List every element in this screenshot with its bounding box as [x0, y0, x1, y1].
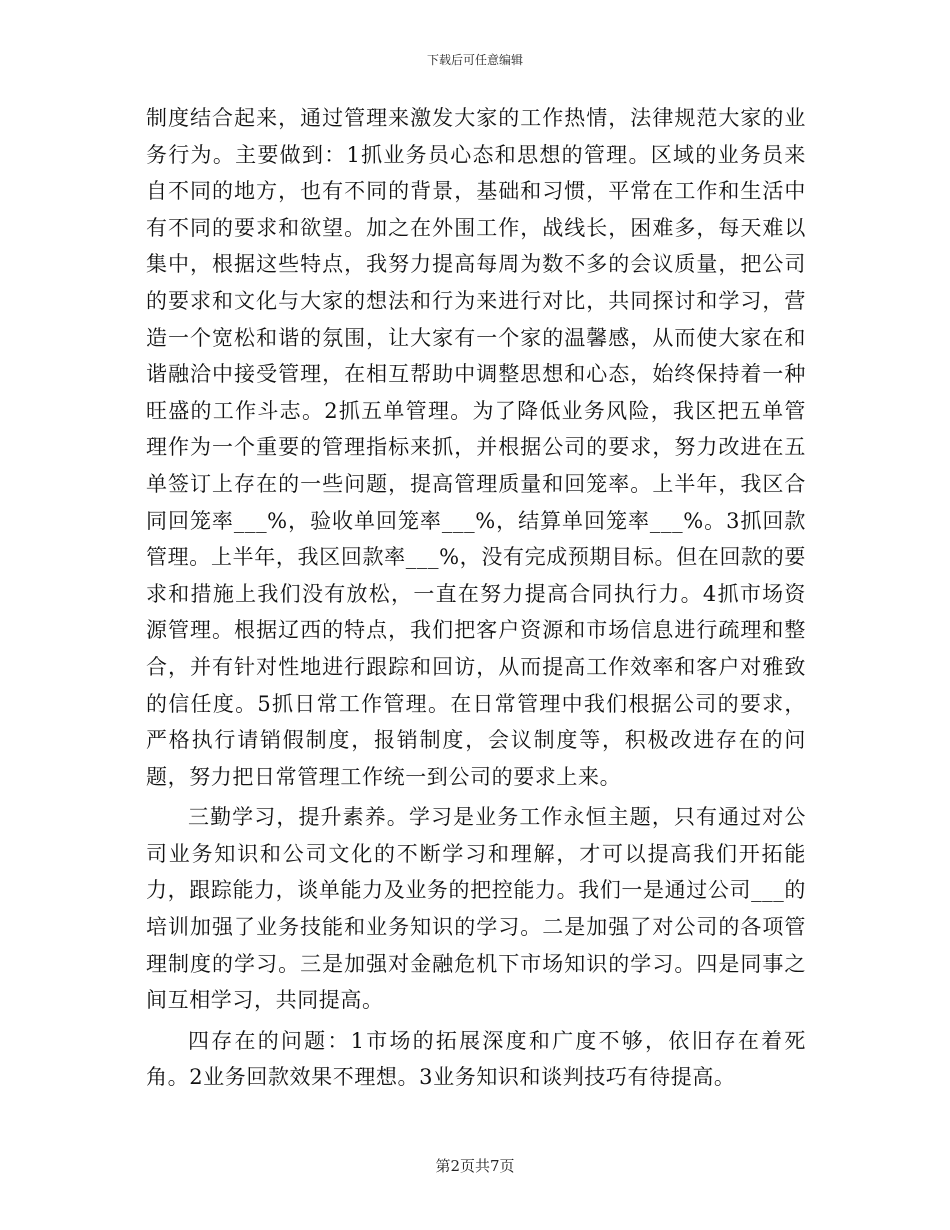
page-header: 下载后可任意编辑 — [426, 53, 523, 67]
paragraph-problems: 四存在的问题：1市场的拓展深度和广度不够，依旧存在着死角。2业务回款效果不理想。3业务知识和谈判技巧有待提高。 — [146, 1028, 806, 1090]
document-body — [146, 100, 806, 1096]
page-footer: 第2页共7页 — [435, 1157, 515, 1175]
paragraph-management: 制度结合起来，通过管理来激发大家的工作热情，法律规范大家的业务行为。主要做到：1抓业务员心态和思想的管理。区域的业务员来自不同的地方，也有不同的背景，基础和习惯，平常在工作和生活中有不同的要求和欲望。加之在外围工作，战线长，困难多，每天难以集中，根据这些特点，我努力提高每周为数不多的会议质量，把公司的要求和文化与大家的想法和行为来进行对比，共同探讨和学习，营造一个宽松和谐的氛围，让大家有一个家的温馨感，从而使大家在和谐融洽中接受管理，在相互帮助中调整思想和心态，始终保持着一种旺盛的工作斗志。2抓五单管理。为了降低业务风险，我区把五单管理作为一个重要的管理指标来抓，并根据公司的要求，努力改进在五单签订上存在的一些问题，提高管理质量和回笼率。上半年，我区合同回笼率___%，验收单回笼率___%，结算单回笼率___%。3抓回款管理。上半年，我区回款率___%，没有完成预期目标。但在回款的要求和措施上我们没有放松，一直在努力提高合同执行力。4抓市场资源管理。根据辽西的特点，我们把客户资源和市场信息进行疏理和整合，并有针对性地进行跟踪和回访，从而提高工作效率和客户对雅致的信任度。5抓日常工作管理。在日常管理中我们根据公司的要求，严格执行请销假制度，报销制度，会议制度等，积极改进存在的问题，努力把日常管理工作统一到公司的要求上来。 — [146, 106, 806, 789]
paragraph-study: 三勤学习，提升素养。学习是业务工作永恒主题，只有通过对公司业务知识和公司文化的不断学习和理解，才可以提高我们开拓能力，跟踪能力，谈单能力及业务的把控能力。我们一是通过公司___的培训加强了业务技能和业务知识的学习。二是加强了对公司的各项管理制度的学习。三是加强对金融危机下市场知识的学习。四是同事之间互相学习，共同提高。 — [146, 805, 806, 1013]
